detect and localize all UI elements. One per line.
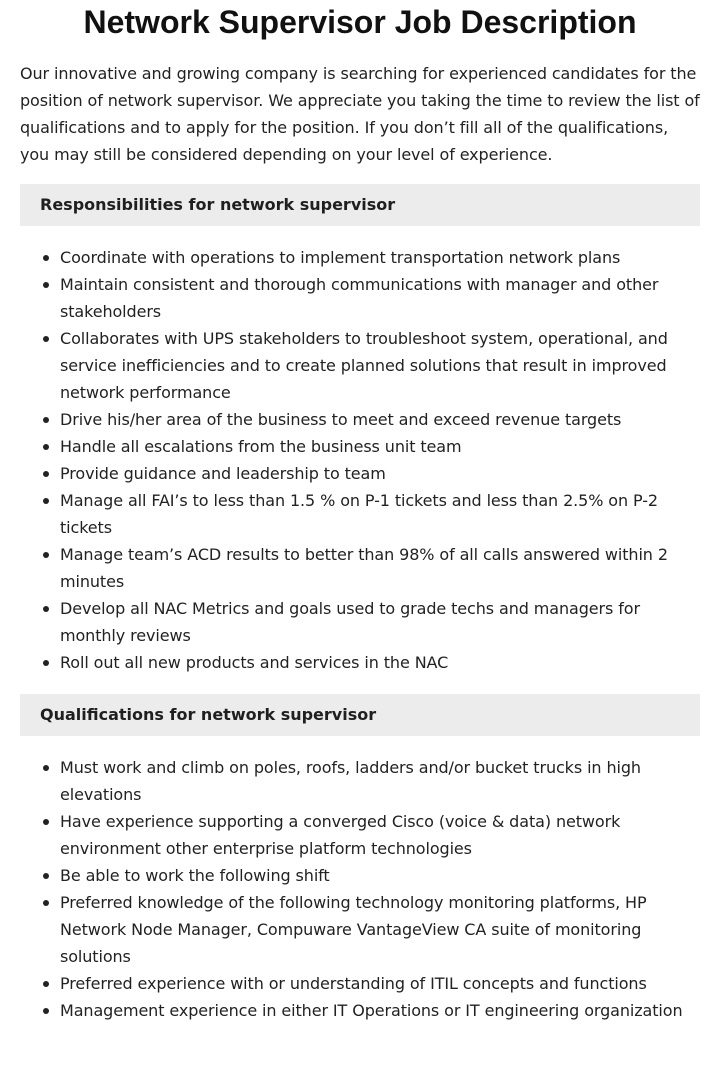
page-title: Network Supervisor Job Description xyxy=(83,4,637,40)
bullet-icon xyxy=(43,606,49,612)
bullet-icon xyxy=(43,336,49,342)
responsibilities-heading: Responsibilities for network supervisor xyxy=(20,184,700,226)
bullet-icon xyxy=(43,498,49,504)
bullet-icon xyxy=(43,255,49,261)
list-item-text: Manage team’s ACD results to better than 98% of all calls answered within 2 minutes xyxy=(60,545,668,591)
list-item xyxy=(60,997,700,1024)
bullet-icon xyxy=(43,981,49,987)
list-item xyxy=(60,325,700,406)
list-item xyxy=(60,808,700,862)
bullet-icon xyxy=(43,819,49,825)
list-item xyxy=(60,487,700,541)
list-item xyxy=(60,406,700,433)
bullet-icon xyxy=(43,1008,49,1014)
list-item-text: Preferred experience with or understanding of ITIL concepts and functions xyxy=(60,974,647,993)
list-item-text: Drive his/her area of the business to meet and exceed revenue targets xyxy=(60,410,622,429)
list-item xyxy=(60,460,700,487)
bullet-icon xyxy=(43,552,49,558)
bullet-icon xyxy=(43,873,49,879)
qualifications-list xyxy=(20,754,700,1024)
bullet-icon xyxy=(43,471,49,477)
list-item xyxy=(60,649,700,676)
list-item-text: Coordinate with operations to implement transportation network plans xyxy=(60,248,621,267)
list-item-text: Have experience supporting a converged Cisco (voice & data) network environment other enterprise platform technologies xyxy=(60,812,621,858)
list-item-text: Be able to work the following shift xyxy=(60,866,330,885)
list-item-text: Collaborates with UPS stakeholders to troubleshoot system, operational, and service inefficiencies and to create planned solutions that result in improved network performance xyxy=(60,329,668,402)
intro-paragraph: Our innovative and growing company is searching for experienced candidates for the position of network supervisor. We appreciate you taking the time to review the list of qualifications and to apply for the position. If you don’t fill all of the qualifications, you may still be considered depending on your level of experience. xyxy=(20,64,700,164)
list-item xyxy=(60,271,700,325)
bullet-icon xyxy=(43,765,49,771)
list-item xyxy=(60,889,700,970)
list-item-text: Develop all NAC Metrics and goals used to grade techs and managers for monthly reviews xyxy=(60,599,640,645)
list-item xyxy=(60,541,700,595)
bullet-icon xyxy=(43,417,49,423)
list-item xyxy=(60,754,700,808)
list-item-text: Maintain consistent and thorough communications with manager and other stakeholders xyxy=(60,275,659,321)
list-item xyxy=(60,970,700,997)
list-item-text: Handle all escalations from the business unit team xyxy=(60,437,462,456)
list-item xyxy=(60,433,700,460)
list-item-text: Management experience in either IT Operations or IT engineering organization xyxy=(60,1001,683,1020)
bullet-icon xyxy=(43,282,49,288)
bullet-icon xyxy=(43,444,49,450)
list-item xyxy=(60,244,700,271)
list-item-text: Provide guidance and leadership to team xyxy=(60,464,386,483)
list-item xyxy=(60,595,700,649)
bullet-icon xyxy=(43,900,49,906)
bullet-icon xyxy=(43,660,49,666)
list-item xyxy=(60,862,700,889)
list-item-text: Manage all FAI’s to less than 1.5 % on P-1 tickets and less than 2.5% on P-2 tickets xyxy=(60,491,658,537)
qualifications-heading: Qualifications for network supervisor xyxy=(20,694,700,736)
list-item-text: Must work and climb on poles, roofs, ladders and/or bucket trucks in high elevations xyxy=(60,758,641,804)
list-item-text: Preferred knowledge of the following technology monitoring platforms, HP Network Node Manager, Compuware VantageView CA suite of monitoring solutions xyxy=(60,893,647,966)
list-item-text: Roll out all new products and services in the NAC xyxy=(60,653,449,672)
responsibilities-list xyxy=(20,244,700,676)
